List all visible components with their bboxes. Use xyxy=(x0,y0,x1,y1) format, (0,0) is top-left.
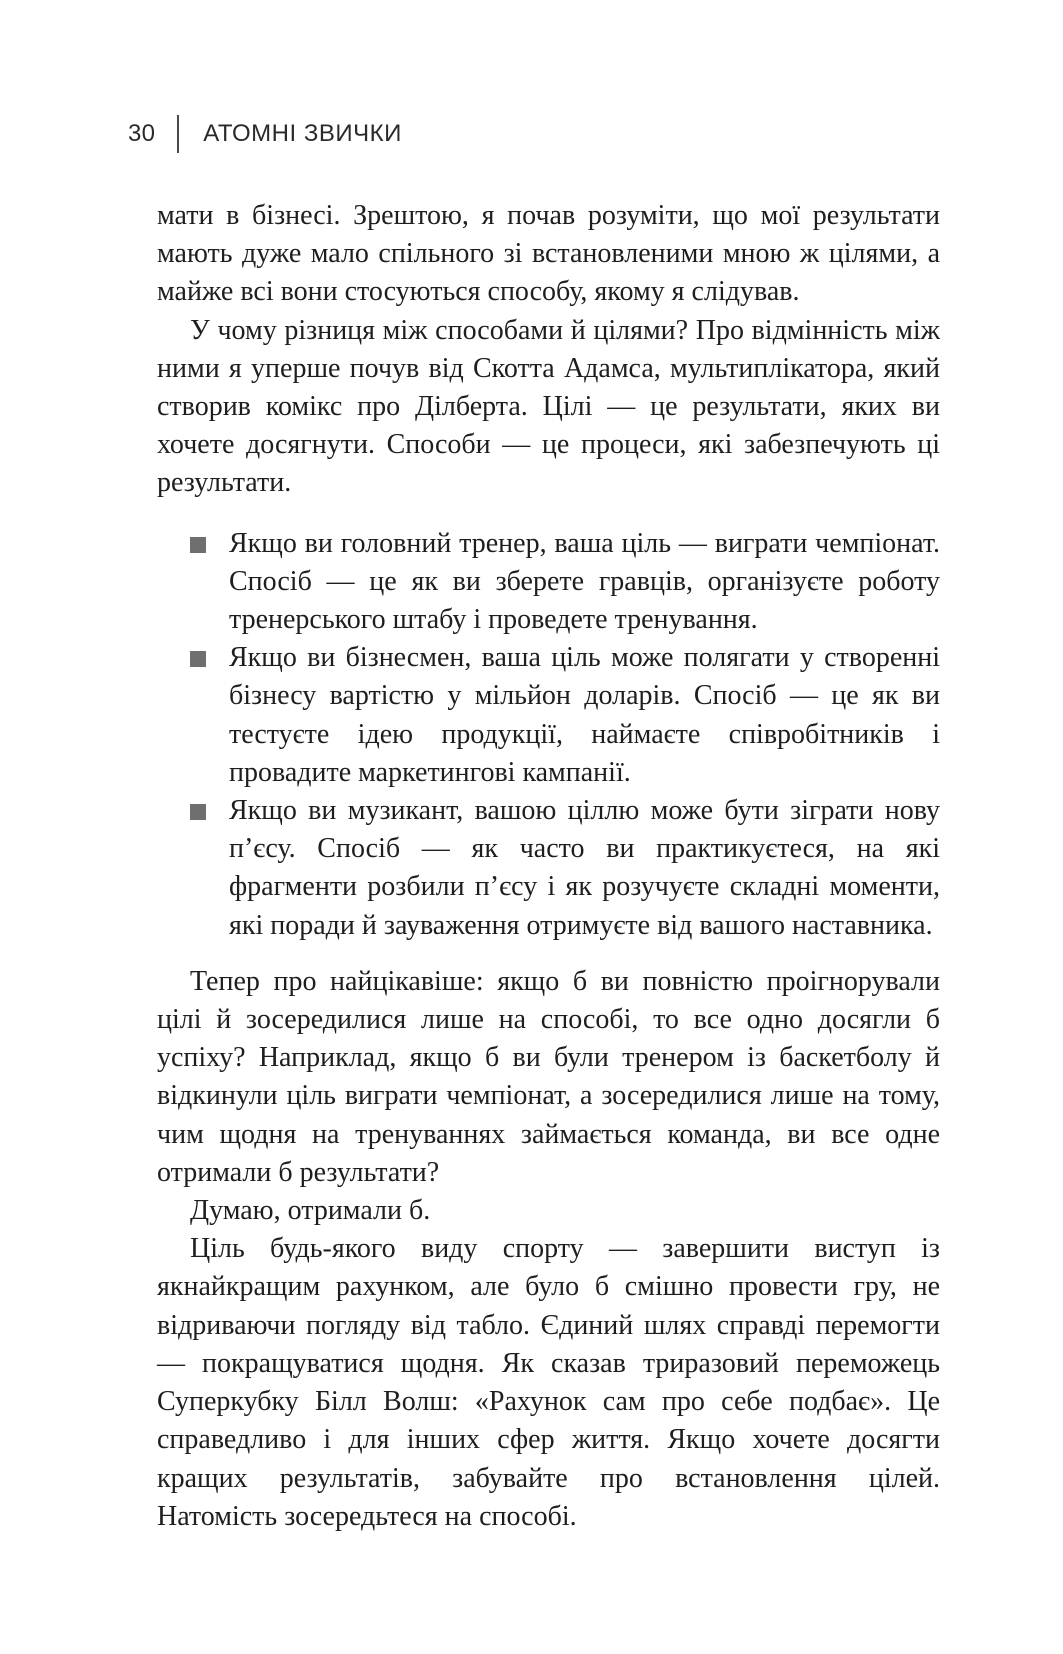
paragraph-methods-vs-goals: У чому різниця між способами й цілями? Про відмінність між ними я уперше почув від Скотта Адамса, мультиплікатора, який створив комікс про Ділберта. Цілі — це результати, яких ви хочете досягнути. Способи — це процеси, які забезпечують ці результати. xyxy=(157,314,940,499)
list-item-text: Якщо ви музикант, вашою ціллю може бути зіграти нову п’єсу. Спосіб — як часто ви практикуєтеся, на які фрагменти розбили п’єсу і як розучуєте складні моменти, які поради й зауваження отримуєте від вашого наставника. xyxy=(229,795,940,941)
list-item xyxy=(157,792,940,945)
square-bullet-icon xyxy=(190,804,206,820)
list-item xyxy=(157,639,940,792)
square-bullet-icon xyxy=(190,537,206,553)
paragraph-question: Тепер про найцікавіше: якщо б ви повністю проігнорували цілі й зосередилися лише на способі, то все одно досягли б успіху? Наприклад, якщо б ви були тренером із баскетболу й відкинули ціль виграти чемпіонат, а зосередилися лише на тому, чим щодня на тренуваннях займається команда, ви все одне отримали б результати? xyxy=(157,965,940,1188)
paragraph-answer: Думаю, отримали б. xyxy=(190,1195,431,1227)
list-item xyxy=(157,525,940,640)
book-title: АТОМНІ ЗВИЧКИ xyxy=(203,120,402,147)
examples-list xyxy=(157,525,940,945)
paragraph-conclusion: Ціль будь-якого виду спорту — завершити виступ із якнайкращим рахунком, але було б смішно провести гру, не відриваючи погляду від табло. Єдиний шлях справді перемогти — покращуватися щодня. Як сказав триразовий переможець Суперкубку Білл Волш: «Рахунок сам про себе подбає». Це справедливо і для інших сфер життя. Якщо хочете досягти кращих результатів, забувайте про встановлення цілей. Натомість зосередьтеся на способі. xyxy=(157,1233,940,1532)
paragraph-continuation: мати в бізнесі. Зрештою, я почав розуміти, що мої результати мають дуже мало спільного зі встановленими мною ж цілями, а майже всі вони стосуються способу, якому я слідував. xyxy=(157,200,940,308)
running-header xyxy=(128,114,402,154)
header-divider xyxy=(177,115,179,153)
page-number: 30 xyxy=(128,120,156,147)
page-body xyxy=(157,197,940,1536)
list-item-text: Якщо ви головний тренер, ваша ціль — виграти чемпіонат. Спосіб — це як ви зберете гравців, організуєте роботу тренерського штабу і проведете тренування. xyxy=(229,527,940,636)
list-item-text: Якщо ви бізнесмен, ваша ціль може полягати у створенні бізнесу вартістю у мільйон доларів. Спосіб — це як ви тестуєте ідею продукції, наймаєте співробітників і провадите маркетингові кампанії. xyxy=(229,642,940,788)
square-bullet-icon xyxy=(190,651,206,667)
